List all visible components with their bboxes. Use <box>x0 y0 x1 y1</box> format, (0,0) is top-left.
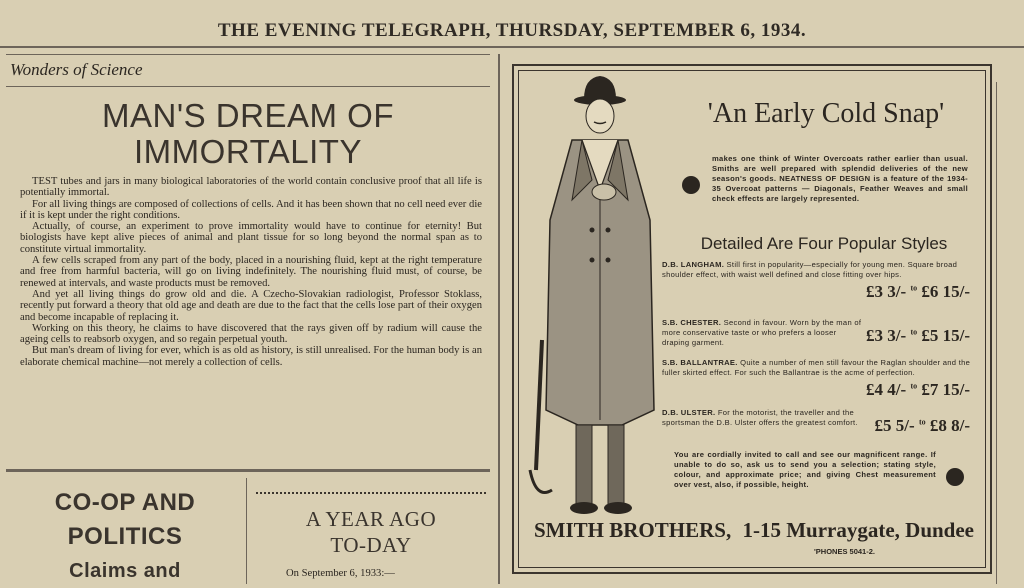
price-to-word: to <box>918 417 926 427</box>
science-article <box>6 54 490 466</box>
style-description: For the motorist, the traveller and the sportsman the D.B. Ulster offers the greatest comfort. <box>662 408 858 427</box>
ad-subhead: Detailed Are Four Popular Styles <box>700 234 948 253</box>
style-description: Second in favour. Worn by the man of more conservative taste or who prefers a looser draping garment. <box>662 318 862 347</box>
man-in-overcoat-illustration <box>522 70 672 522</box>
ad-headline: 'An Early Cold Snap' <box>707 98 945 129</box>
price-from: £3 3/- <box>866 282 907 301</box>
article-paragraph: And yet all living things do grow old and die. A Czecho-Slovakian radiologist, Professor Stoklass, recently put forward a theory that old age and death are due to the fact that the cells lose part of their oxygen and become incapable of replacing it. <box>20 288 482 323</box>
price-from: £5 5/- <box>874 416 915 435</box>
price-range <box>863 326 970 346</box>
style-name: D.B. ULSTER. <box>662 408 716 417</box>
article-paragraph: But man's dream of living for ever, which is as old as history, is still unrealised. For the human body is an elaborate chemical machine—not merely a collection of cells. <box>20 345 482 368</box>
price-range <box>872 416 970 436</box>
price-range <box>863 380 970 400</box>
section-rule <box>6 86 490 87</box>
style-entry <box>662 358 972 408</box>
year-ago-line-2: TO-DAY <box>330 533 412 557</box>
price-to-word: to <box>910 283 918 293</box>
price-to-word: to <box>910 327 918 337</box>
masthead-text: THE EVENING TELEGRAPH, THURSDAY, SEPTEMBER 6, 1934. <box>217 20 807 41</box>
masthead <box>0 0 1024 48</box>
year-ago-line-1: A YEAR AGO <box>305 507 437 531</box>
coop-line-2: POLITICS <box>67 523 183 550</box>
headline-line-2: IMMORTALITY <box>134 133 362 170</box>
price-from: £3 3/- <box>866 326 907 345</box>
article-bottom-rule <box>6 469 490 472</box>
year-ago-dotted-rule <box>256 492 486 494</box>
price-range <box>863 282 970 302</box>
firm-name: SMITH BROTHERS, <box>533 518 732 542</box>
style-description: Quite a number of men still favour the Raglan shoulder and the fuller skirted effect. For such the Ballantrae is the acme of perfection. <box>662 358 971 377</box>
bullet-dot-icon <box>946 468 964 486</box>
style-description: Still first in popularity—especially for young men. Square broad shoulder effect, with waist well defined and close fitting over hips. <box>662 260 958 279</box>
ad-intro: makes one think of Winter Overcoats rather earlier than usual. Smiths are well prepared with splendid deliveries of the new season's goods. NEATNESS OF DESIGN is a feature of the 1934-35 Overcoat patterns — Diagonals, Feather Weaves and small check effects are largely represented. <box>712 154 968 203</box>
firm-phones: 'PHONES 5041-2. <box>814 547 875 556</box>
article-paragraph: Working on this theory, he claims to have discovered that the rays given off by radium will cause the ageing cells to reabsorb oxygen, and so regain perpetual youth. <box>20 322 482 346</box>
ad-closing: You are cordially invited to call and see our magnificent range. If unable to do so, ask us to send you a selection; stating style, colour, and approximate price; and giving Chest measurement over vest, also, if possible, height. <box>674 450 936 489</box>
price-to-word: to <box>910 381 918 391</box>
gutter-rule <box>498 54 500 584</box>
year-ago-headline <box>256 506 486 558</box>
coop-partial-line: Claims and <box>69 560 181 582</box>
clipped-adjacent-column <box>996 82 1024 584</box>
article-paragraph: Actually, of course, an experiment to prove immortality would have to continue for eternity! But biologists have kept alive pieces of animal and plant tissue for so long beyond the normal span as to constitute virtual immortality. <box>20 221 482 255</box>
bullet-dot-icon <box>682 176 700 194</box>
style-entry <box>662 408 972 444</box>
masthead-rule <box>0 46 1024 48</box>
article-paragraph: A few cells scraped from any part of the body, placed in a nourishing fluid, kept at the right temperature and free from harmful bacteria, will go on living indefinitely. The nourishing fluid must, of course, be renewed at intervals, and waste products must be removed. <box>20 255 482 289</box>
price-to: £6 15/- <box>921 282 970 301</box>
coop-headline <box>20 486 230 588</box>
headline-line-1: MAN'S DREAM OF <box>102 97 394 134</box>
style-name: S.B. BALLANTRAE. <box>662 358 738 367</box>
style-entry <box>662 260 972 310</box>
price-to: £5 15/- <box>921 326 970 345</box>
year-ago-dateline: On September 6, 1933:— <box>286 568 395 579</box>
coop-line-1: CO-OP AND <box>54 489 196 516</box>
price-from: £4 4/- <box>866 380 907 399</box>
article-body <box>20 176 482 368</box>
column-divider <box>246 478 247 584</box>
section-label: Wonders of Science <box>10 60 143 79</box>
article-paragraph: TEST tubes and jars in many biological laboratories of the world contain conclusive proof that all life is potentially immortal. <box>20 176 482 199</box>
article-headline <box>6 98 490 170</box>
firm-address: 1-15 Murraygate, Dundee <box>742 518 974 542</box>
smith-brothers-ad <box>512 64 992 574</box>
style-name: D.B. LANGHAM. <box>662 260 725 269</box>
style-name: S.B. CHESTER. <box>662 318 722 327</box>
article-paragraph: For all living things are composed of collections of cells. And it has been shown that no cell need ever die if it is kept under the right conditions. <box>20 198 482 221</box>
price-to: £7 15/- <box>921 380 970 399</box>
price-to: £8 8/- <box>929 416 970 435</box>
style-entry <box>662 318 972 354</box>
article-top-rule <box>6 54 490 55</box>
ad-footer <box>528 518 980 543</box>
